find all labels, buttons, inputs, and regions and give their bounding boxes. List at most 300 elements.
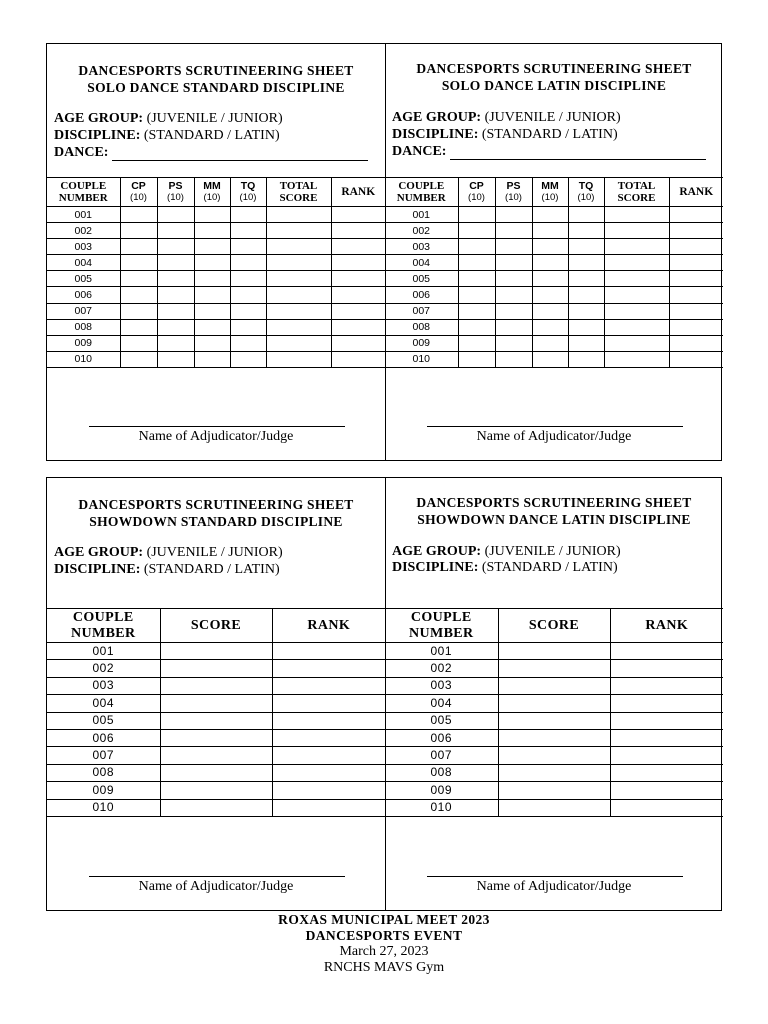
tq-cell[interactable] (568, 351, 604, 367)
dance-field[interactable] (112, 147, 368, 161)
ps-cell[interactable] (157, 287, 194, 303)
cp-cell[interactable] (120, 223, 157, 239)
sheet-title: DANCESPORTS SCRUTINEERING SHEET (416, 61, 692, 76)
sheet-subtitle: SOLO DANCE LATIN DISCIPLINE (441, 78, 667, 93)
couple-number-cell: 010 (47, 799, 160, 816)
solo-standard-sheet (47, 44, 385, 460)
total-score-cell[interactable] (604, 319, 669, 335)
mm-cell[interactable] (194, 255, 230, 271)
dance-label: DANCE: (54, 145, 109, 160)
mm-cell[interactable] (194, 287, 230, 303)
total-score-cell[interactable] (266, 303, 331, 319)
cp-cell[interactable] (120, 351, 157, 367)
discipline-line (54, 561, 377, 578)
score-cell[interactable] (498, 660, 610, 677)
ps-cell[interactable] (157, 239, 194, 255)
mm-cell[interactable] (532, 303, 568, 319)
rank-cell[interactable] (669, 335, 723, 351)
total-score-cell[interactable] (604, 271, 669, 287)
score-cell[interactable] (498, 677, 610, 694)
event-venue: RNCHS MAVS Gym (323, 960, 445, 975)
table-row (385, 729, 723, 746)
couple-number-cell: 010 (385, 799, 498, 816)
score-cell[interactable] (498, 799, 610, 816)
sheet-title: DANCESPORTS SCRUTINEERING SHEET (78, 497, 354, 512)
cp-cell[interactable] (458, 271, 495, 287)
mm-cell[interactable] (532, 335, 568, 351)
ps-cell[interactable] (157, 271, 194, 287)
tq-cell[interactable] (230, 223, 266, 239)
couple-number-cell: 004 (385, 695, 498, 712)
couple-number-cell: 001 (385, 207, 458, 223)
signature-label: Name of Adjudicator/Judge (476, 879, 632, 894)
score-cell[interactable] (498, 747, 610, 764)
rank-cell[interactable] (610, 712, 723, 729)
couple-number-cell: 003 (385, 239, 458, 255)
age-group-line (54, 110, 377, 127)
cp-cell[interactable] (120, 287, 157, 303)
mm-cell[interactable] (194, 335, 230, 351)
ps-cell[interactable] (495, 303, 532, 319)
mm-cell[interactable] (532, 271, 568, 287)
couple-number-cell: 001 (385, 643, 498, 660)
header-couple-number: COUPLE NUMBER (385, 178, 458, 207)
rank-cell[interactable] (331, 319, 385, 335)
discipline-value: (STANDARD / LATIN) (143, 128, 280, 143)
header-total-score: TOTAL SCORE (604, 178, 669, 207)
rank-cell[interactable] (669, 207, 723, 223)
showdown-latin-sheet (385, 478, 723, 910)
header-rank: RANK (331, 178, 385, 207)
mm-cell[interactable] (194, 319, 230, 335)
table-row (47, 782, 385, 799)
sheet-title: DANCESPORTS SCRUTINEERING SHEET (416, 495, 692, 510)
table-row (385, 303, 723, 319)
score-cell[interactable] (160, 729, 272, 746)
score-cell[interactable] (498, 712, 610, 729)
couple-number-cell: 010 (385, 351, 458, 367)
rank-cell[interactable] (331, 255, 385, 271)
total-score-cell[interactable] (604, 351, 669, 367)
tq-cell[interactable] (230, 319, 266, 335)
ps-cell[interactable] (157, 335, 194, 351)
rank-cell[interactable] (669, 303, 723, 319)
solo-score-table (385, 177, 723, 368)
table-row (47, 287, 385, 303)
table-row (385, 239, 723, 255)
tq-cell[interactable] (568, 335, 604, 351)
table-row (385, 207, 723, 223)
total-score-cell[interactable] (604, 207, 669, 223)
signature-line (89, 876, 345, 877)
mm-cell[interactable] (532, 319, 568, 335)
table-row (385, 643, 723, 660)
couple-number-cell: 008 (385, 319, 458, 335)
table-row (385, 660, 723, 677)
tq-cell[interactable] (568, 255, 604, 271)
couple-number-cell: 005 (47, 271, 120, 287)
signature-label: Name of Adjudicator/Judge (138, 429, 294, 444)
couple-number-cell: 007 (385, 747, 498, 764)
age-group-label: AGE GROUP: (54, 111, 144, 126)
rank-cell[interactable] (272, 660, 385, 677)
mm-cell[interactable] (532, 255, 568, 271)
couple-number-cell: 002 (385, 223, 458, 239)
cp-cell[interactable] (458, 319, 495, 335)
table-row (47, 207, 385, 223)
rank-cell[interactable] (272, 782, 385, 799)
table-row (47, 695, 385, 712)
rank-cell[interactable] (610, 643, 723, 660)
header-couple-number: COUPLE NUMBER (47, 178, 120, 207)
couple-number-cell: 003 (47, 677, 160, 694)
rank-cell[interactable] (669, 255, 723, 271)
cp-cell[interactable] (458, 207, 495, 223)
header-cp: CP (10) (458, 178, 495, 207)
mm-cell[interactable] (194, 303, 230, 319)
cp-cell[interactable] (120, 319, 157, 335)
rank-cell[interactable] (272, 747, 385, 764)
cp-cell[interactable] (458, 303, 495, 319)
cp-cell[interactable] (120, 207, 157, 223)
rank-cell[interactable] (331, 335, 385, 351)
showdown-score-table (385, 608, 723, 817)
table-row (385, 799, 723, 816)
mm-cell[interactable] (532, 239, 568, 255)
score-cell[interactable] (160, 695, 272, 712)
cp-cell[interactable] (458, 223, 495, 239)
score-cell[interactable] (498, 695, 610, 712)
header-mm: MM (10) (532, 178, 568, 207)
ps-cell[interactable] (495, 255, 532, 271)
couple-number-cell: 008 (385, 764, 498, 781)
showdown-panel (46, 477, 722, 911)
table-row (47, 335, 385, 351)
dance-label: DANCE: (392, 144, 447, 159)
score-cell[interactable] (160, 764, 272, 781)
solo-latin-sheet (385, 44, 723, 460)
table-row (47, 764, 385, 781)
total-score-cell[interactable] (604, 303, 669, 319)
discipline-line (392, 126, 715, 143)
total-score-cell[interactable] (266, 271, 331, 287)
solo-score-table (47, 177, 385, 368)
rank-cell[interactable] (272, 677, 385, 694)
table-row (385, 764, 723, 781)
header-ps: PS (10) (495, 178, 532, 207)
rank-cell[interactable] (669, 351, 723, 367)
discipline-value: (STANDARD / LATIN) (481, 127, 618, 142)
ps-cell[interactable] (157, 207, 194, 223)
ps-cell[interactable] (495, 223, 532, 239)
cp-cell[interactable] (120, 239, 157, 255)
total-score-cell[interactable] (266, 207, 331, 223)
cp-cell[interactable] (120, 303, 157, 319)
tq-cell[interactable] (568, 239, 604, 255)
score-cell[interactable] (498, 643, 610, 660)
mm-cell[interactable] (532, 207, 568, 223)
age-group-line (392, 109, 715, 126)
rank-cell[interactable] (610, 782, 723, 799)
couple-number-cell: 005 (47, 712, 160, 729)
age-group-line (392, 543, 715, 560)
cp-cell[interactable] (458, 351, 495, 367)
solo-panel (46, 43, 722, 461)
rank-cell[interactable] (669, 239, 723, 255)
ps-cell[interactable] (157, 351, 194, 367)
score-cell[interactable] (160, 660, 272, 677)
tq-cell[interactable] (230, 271, 266, 287)
rank-cell[interactable] (272, 764, 385, 781)
discipline-line (54, 127, 377, 144)
ps-cell[interactable] (495, 351, 532, 367)
tq-cell[interactable] (568, 223, 604, 239)
sheet-subtitle: SHOWDOWN DANCE LATIN DISCIPLINE (417, 512, 691, 527)
cp-cell[interactable] (458, 239, 495, 255)
tq-cell[interactable] (230, 335, 266, 351)
tq-cell[interactable] (230, 207, 266, 223)
rank-cell[interactable] (669, 223, 723, 239)
tq-cell[interactable] (230, 287, 266, 303)
tq-cell[interactable] (568, 319, 604, 335)
score-cell[interactable] (160, 712, 272, 729)
rank-cell[interactable] (610, 729, 723, 746)
couple-number-cell: 002 (47, 223, 120, 239)
event-title: ROXAS MUNICIPAL MEET 2023 (278, 912, 490, 927)
tq-cell[interactable] (230, 303, 266, 319)
couple-number-cell: 009 (385, 335, 458, 351)
total-score-cell[interactable] (604, 223, 669, 239)
signature-line (427, 426, 683, 427)
header-cp: CP (10) (120, 178, 157, 207)
total-score-cell[interactable] (266, 351, 331, 367)
showdown-score-table (47, 608, 385, 817)
rank-cell[interactable] (331, 351, 385, 367)
cp-cell[interactable] (458, 335, 495, 351)
rank-cell[interactable] (272, 799, 385, 816)
couple-number-cell: 006 (47, 729, 160, 746)
score-cell[interactable] (498, 729, 610, 746)
discipline-line (392, 559, 715, 576)
rank-cell[interactable] (610, 695, 723, 712)
total-score-cell[interactable] (604, 287, 669, 303)
total-score-cell[interactable] (266, 335, 331, 351)
age-group-value: (JUVENILE / JUNIOR) (146, 545, 283, 560)
discipline-label: DISCIPLINE: (54, 562, 141, 577)
cp-cell[interactable] (458, 255, 495, 271)
age-group-value: (JUVENILE / JUNIOR) (146, 111, 283, 126)
sheet-subtitle: SHOWDOWN STANDARD DISCIPLINE (89, 514, 343, 529)
mm-cell[interactable] (532, 223, 568, 239)
table-row (47, 271, 385, 287)
score-cell[interactable] (160, 643, 272, 660)
tq-cell[interactable] (568, 303, 604, 319)
rank-cell[interactable] (331, 223, 385, 239)
total-score-cell[interactable] (604, 255, 669, 271)
mm-cell[interactable] (194, 351, 230, 367)
table-row (385, 255, 723, 271)
age-group-line (54, 544, 377, 561)
rank-cell[interactable] (272, 643, 385, 660)
table-row (47, 643, 385, 660)
tq-cell[interactable] (568, 287, 604, 303)
signature-label: Name of Adjudicator/Judge (138, 879, 294, 894)
table-row (47, 255, 385, 271)
mm-cell[interactable] (194, 207, 230, 223)
score-cell[interactable] (498, 782, 610, 799)
cp-cell[interactable] (120, 335, 157, 351)
mm-cell[interactable] (194, 239, 230, 255)
total-score-cell[interactable] (266, 287, 331, 303)
table-row (47, 239, 385, 255)
couple-number-cell: 001 (47, 643, 160, 660)
header-couple-number: COUPLE NUMBER (47, 609, 160, 643)
discipline-value: (STANDARD / LATIN) (143, 562, 280, 577)
table-row (47, 799, 385, 816)
rank-cell[interactable] (610, 799, 723, 816)
dance-line (54, 144, 377, 161)
table-row (47, 303, 385, 319)
header-couple-number: COUPLE NUMBER (385, 609, 498, 643)
ps-cell[interactable] (495, 319, 532, 335)
ps-cell[interactable] (157, 255, 194, 271)
tq-cell[interactable] (230, 351, 266, 367)
rank-cell[interactable] (331, 287, 385, 303)
rank-cell[interactable] (610, 764, 723, 781)
signature-label: Name of Adjudicator/Judge (476, 429, 632, 444)
ps-cell[interactable] (495, 239, 532, 255)
couple-number-cell: 004 (385, 255, 458, 271)
discipline-label: DISCIPLINE: (392, 560, 479, 575)
mm-cell[interactable] (194, 271, 230, 287)
mm-cell[interactable] (532, 351, 568, 367)
ps-cell[interactable] (495, 287, 532, 303)
age-group-value: (JUVENILE / JUNIOR) (484, 544, 621, 559)
rank-cell[interactable] (331, 271, 385, 287)
showdown-standard-sheet (47, 478, 385, 910)
table-row (47, 319, 385, 335)
tq-cell[interactable] (568, 207, 604, 223)
rank-cell[interactable] (669, 287, 723, 303)
total-score-cell[interactable] (266, 319, 331, 335)
ps-cell[interactable] (157, 303, 194, 319)
table-row (47, 351, 385, 367)
rank-cell[interactable] (272, 695, 385, 712)
table-row (385, 287, 723, 303)
couple-number-cell: 003 (385, 677, 498, 694)
rank-cell[interactable] (610, 747, 723, 764)
header-rank: RANK (610, 609, 723, 643)
table-row (47, 747, 385, 764)
couple-number-cell: 009 (385, 782, 498, 799)
table-row (385, 782, 723, 799)
ps-cell[interactable] (157, 223, 194, 239)
couple-number-cell: 002 (385, 660, 498, 677)
sheet-subtitle: SOLO DANCE STANDARD DISCIPLINE (87, 80, 345, 95)
table-row (385, 319, 723, 335)
rank-cell[interactable] (331, 207, 385, 223)
score-cell[interactable] (160, 782, 272, 799)
couple-number-cell: 004 (47, 255, 120, 271)
tq-cell[interactable] (230, 255, 266, 271)
couple-number-cell: 008 (47, 319, 120, 335)
header-score: SCORE (160, 609, 272, 643)
score-cell[interactable] (160, 747, 272, 764)
rank-cell[interactable] (610, 677, 723, 694)
mm-cell[interactable] (532, 287, 568, 303)
discipline-label: DISCIPLINE: (54, 128, 141, 143)
header-score: SCORE (498, 609, 610, 643)
cp-cell[interactable] (120, 271, 157, 287)
couple-number-cell: 001 (47, 207, 120, 223)
rank-cell[interactable] (331, 239, 385, 255)
table-row (47, 712, 385, 729)
cp-cell[interactable] (120, 255, 157, 271)
event-date: March 27, 2023 (339, 944, 429, 959)
table-row (47, 729, 385, 746)
age-group-label: AGE GROUP: (392, 110, 482, 125)
couple-number-cell: 008 (47, 764, 160, 781)
cp-cell[interactable] (458, 287, 495, 303)
ps-cell[interactable] (495, 335, 532, 351)
total-score-cell[interactable] (266, 239, 331, 255)
rank-cell[interactable] (669, 271, 723, 287)
header-ps: PS (10) (157, 178, 194, 207)
discipline-label: DISCIPLINE: (392, 127, 479, 142)
couple-number-cell: 002 (47, 660, 160, 677)
rank-cell[interactable] (272, 712, 385, 729)
total-score-cell[interactable] (266, 223, 331, 239)
signature-line (89, 426, 345, 427)
dance-field[interactable] (450, 146, 706, 160)
couple-number-cell: 003 (47, 239, 120, 255)
header-tq: TQ (10) (568, 178, 604, 207)
rank-cell[interactable] (331, 303, 385, 319)
score-cell[interactable] (498, 764, 610, 781)
rank-cell[interactable] (610, 660, 723, 677)
table-row (385, 271, 723, 287)
ps-cell[interactable] (157, 319, 194, 335)
total-score-cell[interactable] (604, 335, 669, 351)
table-row (385, 677, 723, 694)
ps-cell[interactable] (495, 271, 532, 287)
table-row (385, 712, 723, 729)
couple-number-cell: 007 (47, 747, 160, 764)
table-row (385, 223, 723, 239)
header-rank: RANK (272, 609, 385, 643)
rank-cell[interactable] (669, 319, 723, 335)
header-rank: RANK (669, 178, 723, 207)
ps-cell[interactable] (495, 207, 532, 223)
couple-number-cell: 010 (47, 351, 120, 367)
discipline-value: (STANDARD / LATIN) (481, 560, 618, 575)
score-cell[interactable] (160, 677, 272, 694)
table-row (385, 351, 723, 367)
age-group-label: AGE GROUP: (54, 545, 144, 560)
tq-cell[interactable] (568, 271, 604, 287)
table-row (385, 747, 723, 764)
couple-number-cell: 009 (47, 335, 120, 351)
total-score-cell[interactable] (266, 255, 331, 271)
couple-number-cell: 005 (385, 271, 458, 287)
mm-cell[interactable] (194, 223, 230, 239)
tq-cell[interactable] (230, 239, 266, 255)
total-score-cell[interactable] (604, 239, 669, 255)
rank-cell[interactable] (272, 729, 385, 746)
couple-number-cell: 006 (385, 287, 458, 303)
header-mm: MM (10) (194, 178, 230, 207)
score-cell[interactable] (160, 799, 272, 816)
